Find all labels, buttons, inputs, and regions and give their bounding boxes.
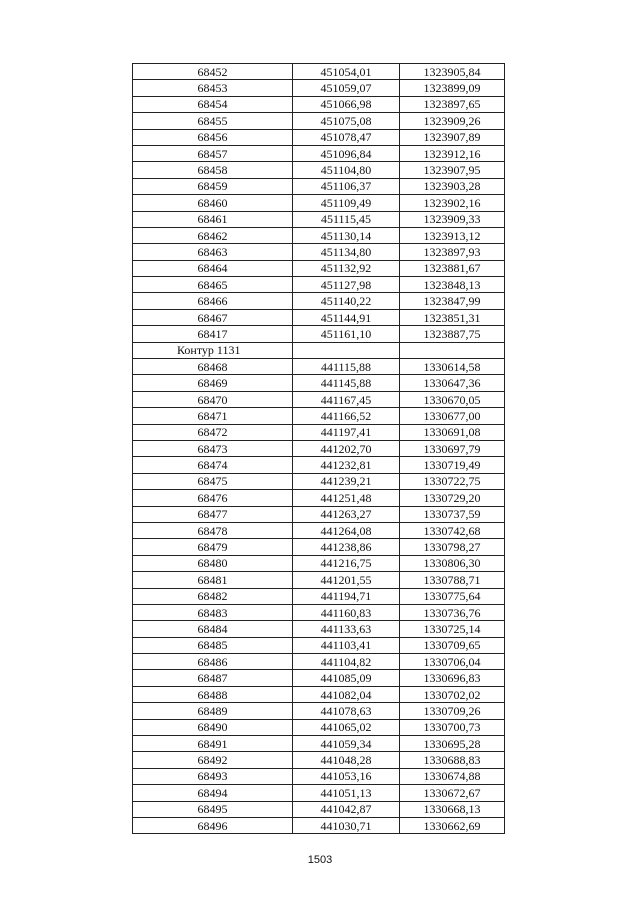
y-coordinate-cell: 1323887,75 bbox=[400, 326, 505, 342]
x-coordinate-cell: 441202,70 bbox=[293, 440, 400, 456]
x-coordinate-cell bbox=[293, 342, 400, 358]
point-number-cell: 68488 bbox=[133, 686, 293, 702]
x-coordinate-cell: 441201,55 bbox=[293, 572, 400, 588]
x-coordinate-cell: 451132,92 bbox=[293, 260, 400, 276]
x-coordinate-cell: 441078,63 bbox=[293, 703, 400, 719]
table-row bbox=[133, 555, 505, 571]
point-number-cell: 68455 bbox=[133, 113, 293, 129]
table-row bbox=[133, 145, 505, 161]
y-coordinate-cell: 1323907,95 bbox=[400, 162, 505, 178]
point-number-cell: 68495 bbox=[133, 801, 293, 817]
x-coordinate-cell: 441145,88 bbox=[293, 375, 400, 391]
table-row bbox=[133, 260, 505, 276]
x-coordinate-cell: 441167,45 bbox=[293, 391, 400, 407]
x-coordinate-cell: 441103,41 bbox=[293, 637, 400, 653]
x-coordinate-cell: 441085,09 bbox=[293, 670, 400, 686]
point-number-cell: 68468 bbox=[133, 359, 293, 375]
x-coordinate-cell: 441133,63 bbox=[293, 621, 400, 637]
x-coordinate-cell: 441065,02 bbox=[293, 719, 400, 735]
x-coordinate-cell: 451115,45 bbox=[293, 211, 400, 227]
table-row bbox=[133, 703, 505, 719]
table-row bbox=[133, 572, 505, 588]
point-number-cell: 68464 bbox=[133, 260, 293, 276]
x-coordinate-cell: 451075,08 bbox=[293, 113, 400, 129]
table-row bbox=[133, 817, 505, 833]
y-coordinate-cell: 1330672,67 bbox=[400, 785, 505, 801]
x-coordinate-cell: 441160,83 bbox=[293, 604, 400, 620]
point-number-cell: 68489 bbox=[133, 703, 293, 719]
x-coordinate-cell: 451134,80 bbox=[293, 244, 400, 260]
table-row bbox=[133, 768, 505, 784]
table-row bbox=[133, 424, 505, 440]
point-number-cell: 68471 bbox=[133, 408, 293, 424]
point-number-cell: 68473 bbox=[133, 440, 293, 456]
y-coordinate-cell: 1330788,71 bbox=[400, 572, 505, 588]
point-number-cell: 68461 bbox=[133, 211, 293, 227]
x-coordinate-cell: 451140,22 bbox=[293, 293, 400, 309]
table-row bbox=[133, 277, 505, 293]
point-number-cell: 68475 bbox=[133, 473, 293, 489]
y-coordinate-cell: 1330706,04 bbox=[400, 654, 505, 670]
y-coordinate-cell: 1330662,69 bbox=[400, 817, 505, 833]
y-coordinate-cell: 1323909,33 bbox=[400, 211, 505, 227]
table-row bbox=[133, 637, 505, 653]
point-number-cell: 68462 bbox=[133, 227, 293, 243]
table-row bbox=[133, 440, 505, 456]
point-number-cell: 68458 bbox=[133, 162, 293, 178]
point-number-cell: 68466 bbox=[133, 293, 293, 309]
table-row bbox=[133, 244, 505, 260]
point-number-cell: 68492 bbox=[133, 752, 293, 768]
y-coordinate-cell: 1330700,73 bbox=[400, 719, 505, 735]
table-row bbox=[133, 326, 505, 342]
y-coordinate-cell: 1330674,88 bbox=[400, 768, 505, 784]
x-coordinate-cell: 451104,80 bbox=[293, 162, 400, 178]
point-number-cell: 68487 bbox=[133, 670, 293, 686]
table-row bbox=[133, 719, 505, 735]
table-row bbox=[133, 359, 505, 375]
y-coordinate-cell bbox=[400, 342, 505, 358]
table-row bbox=[133, 96, 505, 112]
y-coordinate-cell: 1330647,36 bbox=[400, 375, 505, 391]
x-coordinate-cell: 451144,91 bbox=[293, 309, 400, 325]
point-number-cell: 68460 bbox=[133, 195, 293, 211]
y-coordinate-cell: 1323907,89 bbox=[400, 129, 505, 145]
point-number-cell: 68490 bbox=[133, 719, 293, 735]
x-coordinate-cell: 441048,28 bbox=[293, 752, 400, 768]
x-coordinate-cell: 441216,75 bbox=[293, 555, 400, 571]
x-coordinate-cell: 441042,87 bbox=[293, 801, 400, 817]
table-row bbox=[133, 391, 505, 407]
y-coordinate-cell: 1330688,83 bbox=[400, 752, 505, 768]
y-coordinate-cell: 1323902,16 bbox=[400, 195, 505, 211]
y-coordinate-cell: 1323897,65 bbox=[400, 96, 505, 112]
table-row bbox=[133, 654, 505, 670]
point-number-cell: 68463 bbox=[133, 244, 293, 260]
contour-label: Контур 1131 bbox=[133, 342, 293, 358]
y-coordinate-cell: 1330719,49 bbox=[400, 457, 505, 473]
table-row bbox=[133, 195, 505, 211]
y-coordinate-cell: 1330729,20 bbox=[400, 490, 505, 506]
y-coordinate-cell: 1330691,08 bbox=[400, 424, 505, 440]
table-row bbox=[133, 80, 505, 96]
table-row bbox=[133, 309, 505, 325]
table-row bbox=[133, 604, 505, 620]
x-coordinate-cell: 441264,08 bbox=[293, 522, 400, 538]
y-coordinate-cell: 1330736,76 bbox=[400, 604, 505, 620]
y-coordinate-cell: 1330737,59 bbox=[400, 506, 505, 522]
table-row bbox=[133, 64, 505, 80]
table-row bbox=[133, 752, 505, 768]
x-coordinate-cell: 441053,16 bbox=[293, 768, 400, 784]
x-coordinate-cell: 441263,27 bbox=[293, 506, 400, 522]
point-number-cell: 68459 bbox=[133, 178, 293, 194]
table-row bbox=[133, 178, 505, 194]
table-row bbox=[133, 588, 505, 604]
y-coordinate-cell: 1323905,84 bbox=[400, 64, 505, 80]
point-number-cell: 68481 bbox=[133, 572, 293, 588]
y-coordinate-cell: 1330697,79 bbox=[400, 440, 505, 456]
point-number-cell: 68496 bbox=[133, 817, 293, 833]
point-number-cell: 68484 bbox=[133, 621, 293, 637]
x-coordinate-cell: 441030,71 bbox=[293, 817, 400, 833]
point-number-cell: 68477 bbox=[133, 506, 293, 522]
y-coordinate-cell: 1330798,27 bbox=[400, 539, 505, 555]
point-number-cell: 68478 bbox=[133, 522, 293, 538]
x-coordinate-cell: 441115,88 bbox=[293, 359, 400, 375]
x-coordinate-cell: 441059,34 bbox=[293, 736, 400, 752]
y-coordinate-cell: 1330709,65 bbox=[400, 637, 505, 653]
point-number-cell: 68491 bbox=[133, 736, 293, 752]
y-coordinate-cell: 1323903,28 bbox=[400, 178, 505, 194]
x-coordinate-cell: 451059,07 bbox=[293, 80, 400, 96]
table-row bbox=[133, 522, 505, 538]
table-row bbox=[133, 211, 505, 227]
point-number-cell: 68454 bbox=[133, 96, 293, 112]
x-coordinate-cell: 451066,98 bbox=[293, 96, 400, 112]
table-row bbox=[133, 670, 505, 686]
x-coordinate-cell: 441251,48 bbox=[293, 490, 400, 506]
x-coordinate-cell: 441232,81 bbox=[293, 457, 400, 473]
table-row bbox=[133, 162, 505, 178]
point-number-cell: 68486 bbox=[133, 654, 293, 670]
y-coordinate-cell: 1330709,26 bbox=[400, 703, 505, 719]
y-coordinate-cell: 1323913,12 bbox=[400, 227, 505, 243]
point-number-cell: 68465 bbox=[133, 277, 293, 293]
y-coordinate-cell: 1323847,99 bbox=[400, 293, 505, 309]
x-coordinate-cell: 441051,13 bbox=[293, 785, 400, 801]
table-row bbox=[133, 621, 505, 637]
x-coordinate-cell: 441166,52 bbox=[293, 408, 400, 424]
table-row bbox=[133, 506, 505, 522]
x-coordinate-cell: 451109,49 bbox=[293, 195, 400, 211]
point-number-cell: 68417 bbox=[133, 326, 293, 342]
y-coordinate-cell: 1330722,75 bbox=[400, 473, 505, 489]
y-coordinate-cell: 1330775,64 bbox=[400, 588, 505, 604]
point-number-cell: 68467 bbox=[133, 309, 293, 325]
y-coordinate-cell: 1330725,14 bbox=[400, 621, 505, 637]
table-row bbox=[133, 457, 505, 473]
y-coordinate-cell: 1330742,68 bbox=[400, 522, 505, 538]
x-coordinate-cell: 441238,86 bbox=[293, 539, 400, 555]
page-number: 1503 bbox=[307, 854, 333, 866]
table-row bbox=[133, 736, 505, 752]
table-row bbox=[133, 129, 505, 145]
y-coordinate-cell: 1330668,13 bbox=[400, 801, 505, 817]
table-row bbox=[133, 801, 505, 817]
x-coordinate-cell: 441239,21 bbox=[293, 473, 400, 489]
y-coordinate-cell: 1323881,67 bbox=[400, 260, 505, 276]
x-coordinate-cell: 441194,71 bbox=[293, 588, 400, 604]
x-coordinate-cell: 441082,04 bbox=[293, 686, 400, 702]
table-row bbox=[133, 473, 505, 489]
table-row bbox=[133, 375, 505, 391]
point-number-cell: 68456 bbox=[133, 129, 293, 145]
x-coordinate-cell: 441104,82 bbox=[293, 654, 400, 670]
point-number-cell: 68480 bbox=[133, 555, 293, 571]
y-coordinate-cell: 1323851,31 bbox=[400, 309, 505, 325]
y-coordinate-cell: 1323899,09 bbox=[400, 80, 505, 96]
x-coordinate-cell: 451078,47 bbox=[293, 129, 400, 145]
table-row bbox=[133, 686, 505, 702]
coordinates-table-body bbox=[133, 64, 505, 834]
point-number-cell: 68483 bbox=[133, 604, 293, 620]
y-coordinate-cell: 1330670,05 bbox=[400, 391, 505, 407]
table-row bbox=[133, 293, 505, 309]
x-coordinate-cell: 441197,41 bbox=[293, 424, 400, 440]
point-number-cell: 68452 bbox=[133, 64, 293, 80]
table-row bbox=[133, 113, 505, 129]
point-number-cell: 68469 bbox=[133, 375, 293, 391]
table-row bbox=[133, 227, 505, 243]
point-number-cell: 68470 bbox=[133, 391, 293, 407]
y-coordinate-cell: 1323897,93 bbox=[400, 244, 505, 260]
table-row bbox=[133, 785, 505, 801]
y-coordinate-cell: 1330695,28 bbox=[400, 736, 505, 752]
x-coordinate-cell: 451106,37 bbox=[293, 178, 400, 194]
y-coordinate-cell: 1330677,00 bbox=[400, 408, 505, 424]
x-coordinate-cell: 451161,10 bbox=[293, 326, 400, 342]
point-number-cell: 68457 bbox=[133, 145, 293, 161]
x-coordinate-cell: 451127,98 bbox=[293, 277, 400, 293]
point-number-cell: 68494 bbox=[133, 785, 293, 801]
point-number-cell: 68453 bbox=[133, 80, 293, 96]
table-row bbox=[133, 408, 505, 424]
y-coordinate-cell: 1330702,02 bbox=[400, 686, 505, 702]
point-number-cell: 68479 bbox=[133, 539, 293, 555]
y-coordinate-cell: 1323909,26 bbox=[400, 113, 505, 129]
point-number-cell: 68474 bbox=[133, 457, 293, 473]
point-number-cell: 68493 bbox=[133, 768, 293, 784]
table-row bbox=[133, 490, 505, 506]
y-coordinate-cell: 1330806,30 bbox=[400, 555, 505, 571]
y-coordinate-cell: 1323848,13 bbox=[400, 277, 505, 293]
point-number-cell: 68485 bbox=[133, 637, 293, 653]
y-coordinate-cell: 1330696,83 bbox=[400, 670, 505, 686]
x-coordinate-cell: 451130,14 bbox=[293, 227, 400, 243]
point-number-cell: 68476 bbox=[133, 490, 293, 506]
y-coordinate-cell: 1323912,16 bbox=[400, 145, 505, 161]
point-number-cell: 68482 bbox=[133, 588, 293, 604]
coordinates-table bbox=[132, 63, 505, 834]
x-coordinate-cell: 451096,84 bbox=[293, 145, 400, 161]
table-row bbox=[133, 539, 505, 555]
y-coordinate-cell: 1330614,58 bbox=[400, 359, 505, 375]
x-coordinate-cell: 451054,01 bbox=[293, 64, 400, 80]
section-header-row bbox=[133, 342, 505, 358]
point-number-cell: 68472 bbox=[133, 424, 293, 440]
